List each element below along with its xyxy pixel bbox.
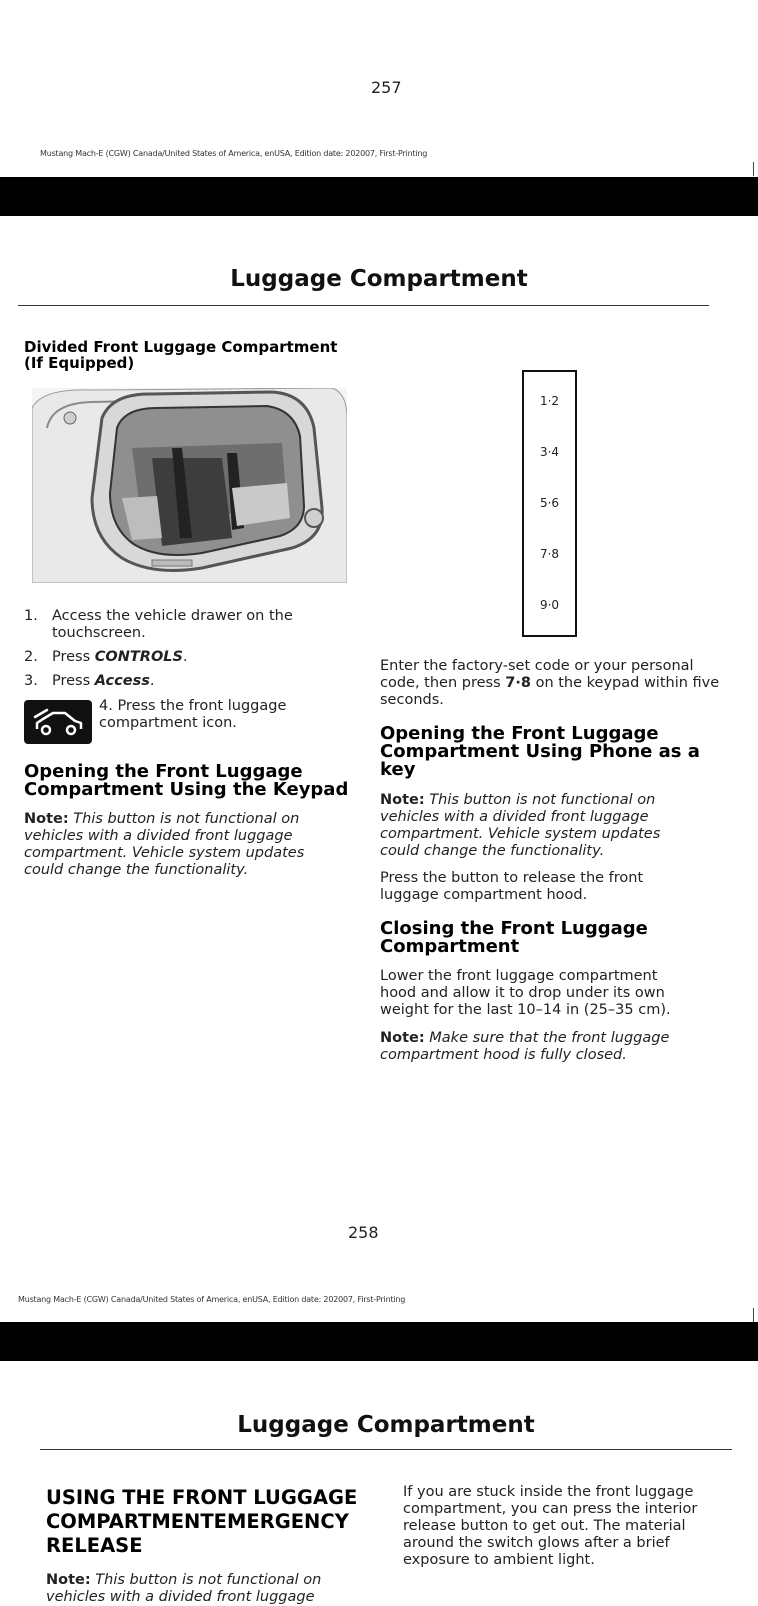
keypad-key: 1·2 bbox=[539, 394, 560, 408]
access-steps bbox=[24, 608, 349, 690]
enter-code-key: 7·8 bbox=[505, 675, 531, 691]
page-separator bbox=[0, 177, 758, 216]
page-number: 258 bbox=[348, 1223, 379, 1242]
steps-list bbox=[24, 608, 349, 697]
note-label: Note: bbox=[380, 792, 425, 808]
frunk-illustration-svg bbox=[32, 388, 347, 583]
page-footer: Mustang Mach-E (CGW) Canada/United States of America, enUSA, Edition date: 202007, First-Printing bbox=[18, 1295, 406, 1304]
frunk-icon bbox=[24, 700, 92, 744]
step-text-pre: Press bbox=[52, 649, 95, 665]
emergency-release-heading: USING THE FRONT LUGGAGE COMPARTMENTEMERGENCY RELEASE bbox=[46, 1486, 358, 1557]
keypad-key: 9·0 bbox=[539, 598, 560, 612]
closing-heading: Closing the Front Luggage Compartment bbox=[380, 918, 648, 957]
title-rule bbox=[40, 1449, 732, 1450]
note-label: Note: bbox=[46, 1572, 91, 1588]
emergency-body: If you are stuck inside the front luggage compartment, you can press the interior release button to get out. The material around the switch glows after a brief exposure to ambient light. bbox=[403, 1484, 698, 1568]
step-number: 1. bbox=[24, 608, 38, 624]
closing-note bbox=[380, 1030, 690, 1064]
list-item bbox=[24, 673, 349, 690]
note-label: Note: bbox=[24, 811, 69, 827]
keypad-note bbox=[24, 811, 324, 879]
heading-line-2: (If Equipped) bbox=[24, 354, 135, 372]
step-4-text: 4. Press the front luggage compartment icon. bbox=[99, 698, 287, 731]
enter-code-text bbox=[380, 658, 720, 709]
phone-note bbox=[380, 792, 680, 860]
emergency-note bbox=[46, 1572, 346, 1606]
section-title: Luggage Compartment bbox=[237, 1412, 535, 1438]
keypad-heading: Opening the Front Luggage Compartment Using the Keypad bbox=[24, 761, 349, 800]
step-text bbox=[52, 649, 188, 666]
step-text-emphasis: Access bbox=[94, 673, 150, 689]
phone-as-key-heading: Opening the Front Luggage Compartment Using Phone as a key bbox=[380, 723, 700, 780]
title-rule bbox=[18, 305, 709, 306]
note-label: Note: bbox=[380, 1030, 425, 1046]
step-text-pre: Press bbox=[52, 673, 95, 689]
heading-line-1: Divided Front Luggage Compartment bbox=[24, 338, 338, 356]
step-text bbox=[52, 673, 154, 690]
note-text: This button is not functional on vehicles with a divided front luggage compartment. Vehicle system updates could change the functionality. bbox=[24, 811, 305, 878]
crop-mark bbox=[753, 162, 754, 176]
step-number: 2. bbox=[24, 649, 38, 665]
list-item bbox=[24, 649, 349, 666]
car-frunk-open-icon bbox=[31, 707, 85, 737]
enter-code-pre: Enter the factory-set code or your personal code, then press bbox=[380, 658, 694, 691]
enter-code-post: on the keypad within five seconds. bbox=[380, 675, 720, 708]
frunk-illustration bbox=[32, 388, 347, 583]
step-text-emphasis: CONTROLS bbox=[94, 649, 183, 665]
phone-body: Press the button to release the front luggage compartment hood. bbox=[380, 870, 644, 903]
closing-body: Lower the front luggage compartment hood and allow it to drop under its own weight for the last 10–14 in (25–35 cm). bbox=[380, 968, 671, 1018]
divided-compartment-heading bbox=[24, 339, 354, 371]
keypad-key: 7·8 bbox=[539, 547, 560, 561]
step-text-post: . bbox=[182, 649, 188, 665]
step-text: Access the vehicle drawer on the touchscreen. bbox=[52, 608, 293, 641]
note-text: This button is not functional on vehicles with a divided front luggage compartment. Vehicle system updates could change the functionality. bbox=[380, 792, 661, 859]
page-footer: Mustang Mach-E (CGW) Canada/United States of America, enUSA, Edition date: 202007, First-Printing bbox=[40, 149, 428, 158]
list-item bbox=[24, 608, 349, 642]
note-text: Make sure that the front luggage compartment hood is fully closed. bbox=[380, 1030, 670, 1063]
section-title: Luggage Compartment bbox=[230, 266, 528, 292]
page-separator bbox=[0, 1322, 758, 1361]
step-number: 3. bbox=[24, 673, 38, 689]
crop-mark bbox=[753, 1308, 754, 1322]
note-text: This button is not functional on vehicles with a divided front luggage bbox=[46, 1572, 322, 1605]
step-text-post: . bbox=[149, 673, 155, 689]
keypad-key: 5·6 bbox=[539, 496, 560, 510]
page-number: 257 bbox=[371, 78, 402, 97]
keypad-key: 3·4 bbox=[539, 445, 560, 459]
door-keypad bbox=[522, 370, 577, 637]
